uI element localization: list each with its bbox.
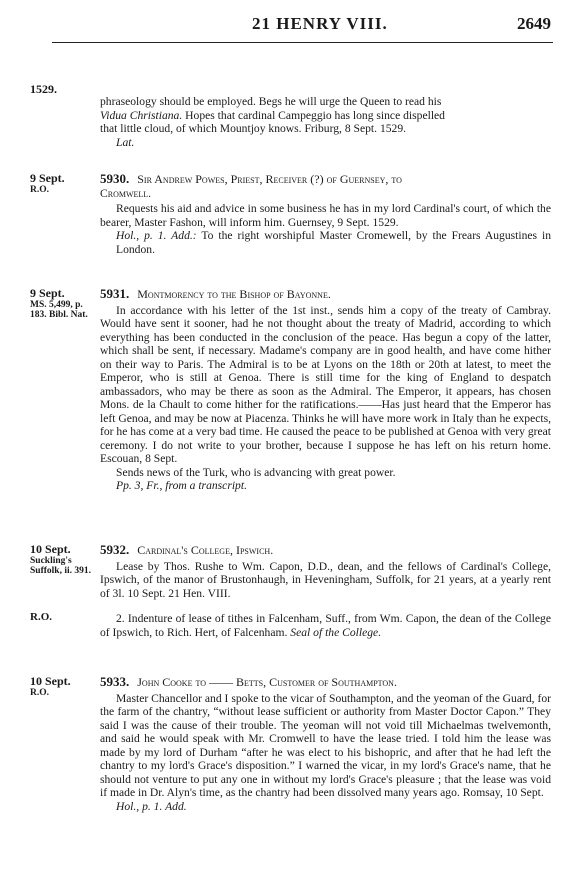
entry-5930 <box>100 172 551 256</box>
entry-5932-item-2-text: 2. Indenture of lease of tithes in Falcenham, Suff., from Wm. Capon, the dean of the College of Ipswich, to Rich. Hert, of Falcenham. <box>100 612 551 639</box>
entry-5931-note: Pp. 3, Fr., from a transcript. <box>116 479 247 492</box>
entry-5932-date: 10 Sept. <box>30 542 71 556</box>
continuation-line-1: phraseology should be employed. Begs he will urge the Queen to read his <box>100 95 442 108</box>
continuation-line-3: that little cloud, of which Mountjoy knows. Friburg, 8 Sept. 1529. <box>100 122 407 135</box>
margin-year: 1529. <box>30 82 57 96</box>
entry-5930-number: 5930. <box>100 171 130 186</box>
entry-5933 <box>100 675 551 813</box>
entry-5933-source: R.O. <box>30 688 49 698</box>
entry-5931-margin <box>30 287 92 320</box>
running-head-title: 21 HENRY VIII. <box>252 14 388 33</box>
entry-5931 <box>100 287 551 493</box>
entry-5932-text: Lease by Thos. Rushe to Wm. Capon, D.D., dean, and the fellows of Cardinal's College, Ipswich, of the manor of Brustonhaugh, in Heveningham, Suffolk, for 21 years, at a yearly rent of 3l. 10 Sept. 21 Hen. VIII. <box>100 559 551 600</box>
continuation-book-title: Vidua Christiana. <box>100 108 183 122</box>
entry-5932-item-2-seal: Seal of the College. <box>290 625 382 639</box>
entry-5930-heading-cont: Cromwell. <box>100 186 152 200</box>
entry-5932-margin <box>30 543 92 576</box>
entry-5930-text: Requests his aid and advice in some business he has in my lord Cardinal's court, of which the bearer, Master Fashon, will inform him. Guernsey, 9 Sept. 1529. <box>100 202 551 229</box>
entry-5932-number: 5932. <box>100 542 130 557</box>
entry-5930-note: To the right worshipful Master Cromewell, by the Frears Augustines in London. <box>116 229 551 256</box>
continuation-note: Lat. <box>116 135 135 149</box>
entry-5932-item-2-source: R.O. <box>30 611 52 623</box>
entry-5931-source: MS. 5,499, p. 183. Bibl. Nat. <box>30 300 88 320</box>
entry-5932-item-2-margin <box>30 612 92 622</box>
entry-5933-margin <box>30 675 92 698</box>
entry-5933-text: Master Chancellor and I spoke to the vicar of Southampton, and the yeoman of the Guard, for the farm of the chantry, “without lease sufficient or authority from Master Doctor Capon.” They said I was the cause of their trouble. The yeoman will not void till Michaelmas twelvemonth, and said he would speak with Mr. Cromwell to have the lease tried. I told him the lease was made by my lord of Durham “after he was elect to his bishopric, and after that he had left the chantry to my lord's Grace's disposition.” I warned the vicar, in my lord's Grace's name, that he should not venture to put any one in without my lord's Grace's pleasure ; that the lease was void if made in Dr. Alyn's time, as the chantry had been dissolved many years ago. Romsay, 10 Sept. <box>100 691 551 799</box>
entry-5932-source: Suckling's Suffolk, ii. 391. <box>30 556 91 576</box>
entry-5930-margin <box>30 172 92 195</box>
entry-5931-text-2: Sends news of the Turk, who is advancing with great power. <box>116 465 396 479</box>
entry-5931-text: In accordance with his letter of the 1st inst., sends him a copy of the treaty of Cambray. Would have sent it sooner, had he not thought about the treaty of Madrid, according to which everything has been conducted in the conclusion of the peace. Has begun a copy of the latter, which shall be sent, if necessary. Madame's company are in good health, and have come hither on their way to Paris. The Admiral is to be at Lyons on the 18th or 20th at latest, to meet the Emperor, who is still at Genoa. There is still time for the king of England to despatch ambassadors, who may be there as soon as the Admiral. The Emperor, it appears, has chosen Mons. de la Chault to come hither for the ratifications.——Has just heard that the Emperor has left Genoa, and may be now at Piacenza. Thinks he will have more work in Italy than he expects, for he has come at a very bad time. He caused the peace to be published at Genoa with very great ceremony. I do not write to your brother, because I suppose he has left on his return home. Escouan, 8 Sept. <box>100 303 552 465</box>
entry-5933-heading: John Cooke to —— Betts, Customer of Southampton. <box>137 675 397 689</box>
entry-5931-date: 9 Sept. <box>30 286 65 300</box>
entry-5931-heading: Montmorency to the Bishop of Bayonne. <box>137 287 331 301</box>
entry-5933-date: 10 Sept. <box>30 674 71 688</box>
entry-5932 <box>100 543 551 600</box>
continuation-line-2: Hopes that cardinal Campeggio has long since dispelled <box>182 108 445 122</box>
page-number: 2649 <box>517 14 551 33</box>
entry-5933-note: Hol., p. 1. Add. <box>116 799 187 813</box>
header-rule <box>52 42 553 43</box>
entry-5930-heading: Sir Andrew Powes, Priest, Receiver (?) of Guernsey, to <box>137 172 402 186</box>
entry-5932-item-2 <box>100 612 551 639</box>
continuation-text <box>100 95 551 149</box>
entry-5931-number: 5931. <box>100 286 130 301</box>
entry-5930-date: 9 Sept. <box>30 171 65 185</box>
entry-5930-note-label: Hol., p. 1. Add.: <box>116 229 197 242</box>
entry-5933-number: 5933. <box>100 674 130 689</box>
entry-5932-heading: Cardinal's College, Ipswich. <box>137 543 274 557</box>
entry-5930-source: R.O. <box>30 185 49 195</box>
